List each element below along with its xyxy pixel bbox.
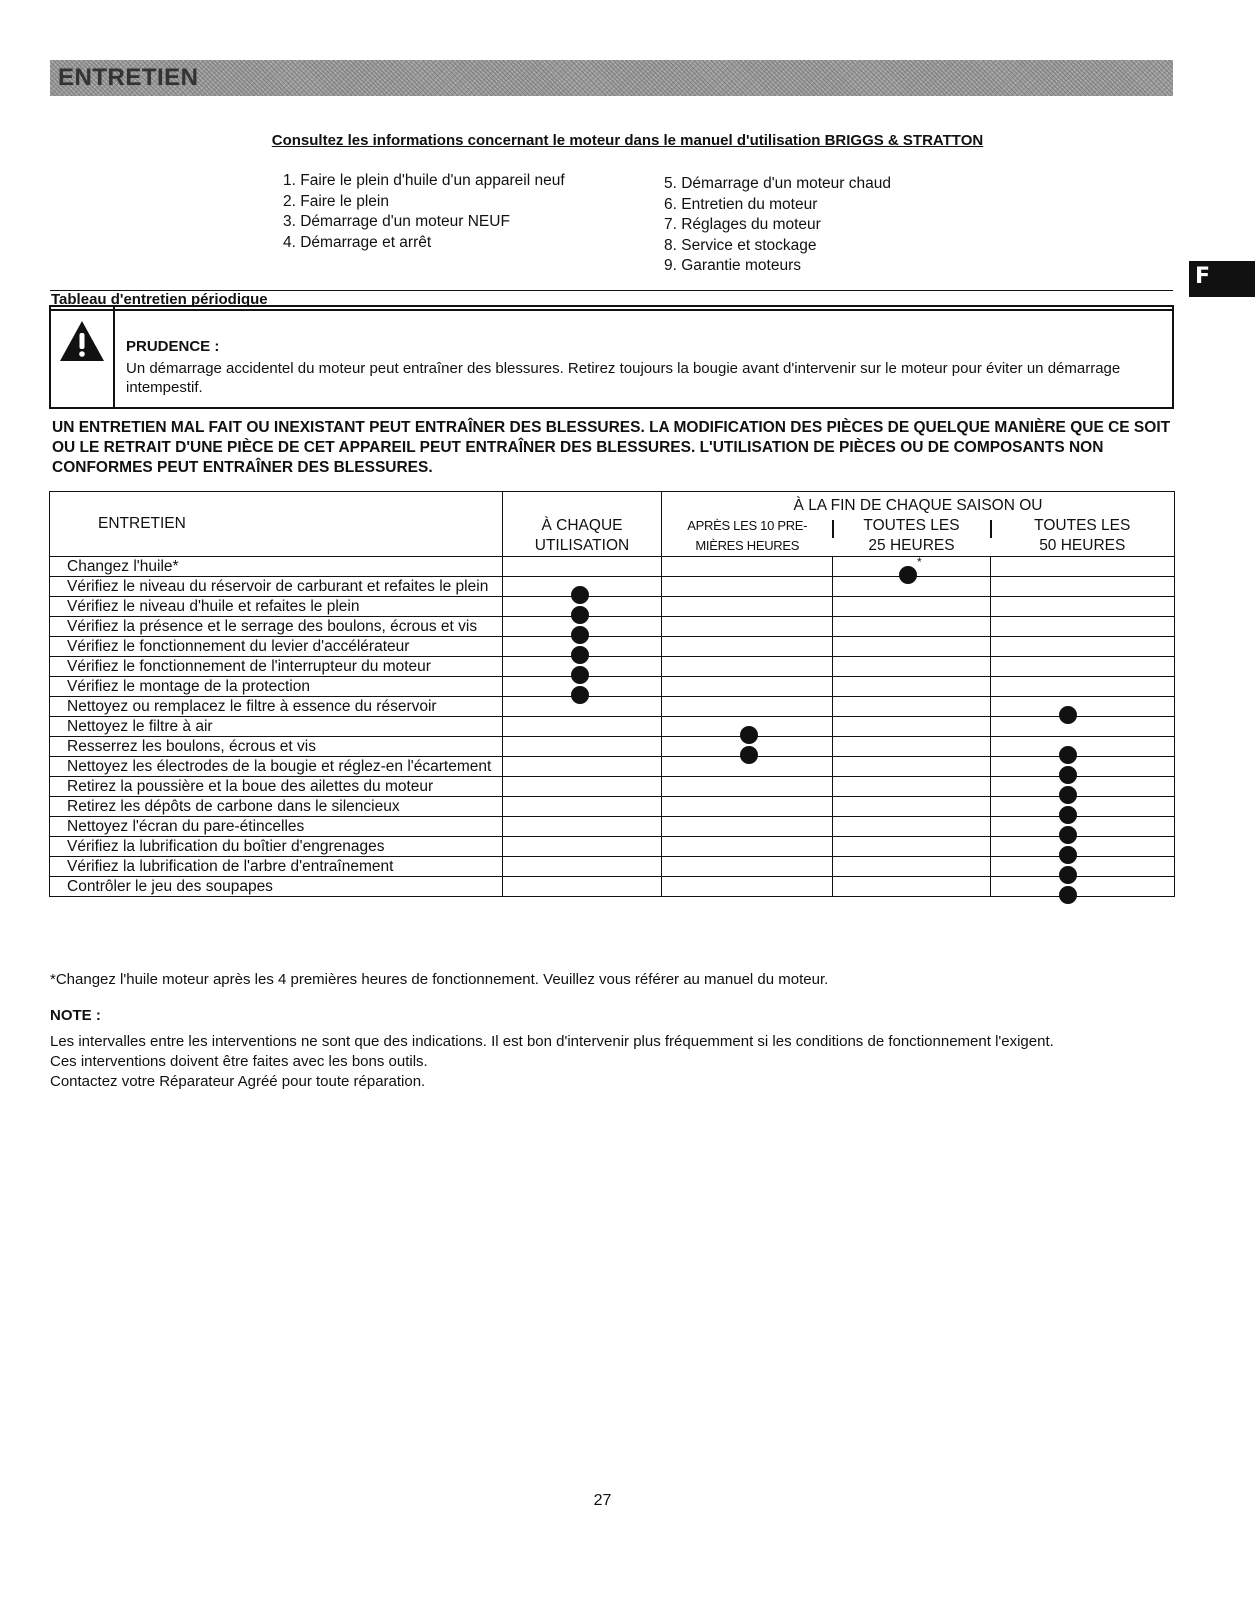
- cell-every-50-hours: [991, 817, 1175, 837]
- cell-each-use: [503, 617, 662, 637]
- task-cell: Vérifiez le niveau d'huile et refaites le plein: [50, 597, 503, 617]
- language-tab: [1189, 261, 1255, 297]
- engine-ref-item: 8. Service et stockage: [664, 236, 817, 254]
- cell-each-use: [503, 557, 662, 577]
- cell-every-50-hours: [991, 577, 1175, 597]
- cell-every-25-hours: [833, 737, 991, 757]
- task-cell: Nettoyez l'écran du pare-étincelles: [50, 817, 503, 837]
- task-cell: Resserrez les boulons, écrous et vis: [50, 737, 503, 757]
- cell-each-use: [503, 577, 662, 597]
- cell-every-25-hours: [833, 557, 991, 577]
- cell-every-50-hours: [991, 657, 1175, 677]
- section-title: Tableau d'entretien périodique: [51, 291, 268, 308]
- cell-first-10-hours: [662, 877, 833, 897]
- header-first-10-hours: [662, 516, 833, 557]
- header-season-group: À LA FIN DE CHAQUE SAISON OU: [662, 492, 1175, 517]
- cell-each-use: [503, 877, 662, 897]
- cell-every-50-hours: [991, 677, 1175, 697]
- table-row: [50, 597, 1175, 617]
- table-row: [50, 637, 1175, 657]
- cell-first-10-hours: [662, 577, 833, 597]
- table-row: [50, 857, 1175, 877]
- cell-first-10-hours: [662, 817, 833, 837]
- cell-every-25-hours: [833, 637, 991, 657]
- header-every-50-hours-label: TOUTES LES 50 HEURES: [1034, 517, 1131, 554]
- table-row: [50, 797, 1175, 817]
- maintenance-table: [49, 491, 1175, 897]
- cell-each-use: [503, 657, 662, 677]
- cell-every-50-hours: [991, 717, 1175, 737]
- cell-every-25-hours: [833, 677, 991, 697]
- cell-every-25-hours: [833, 777, 991, 797]
- cell-first-10-hours: [662, 837, 833, 857]
- cell-first-10-hours: [662, 657, 833, 677]
- note-line: Les intervalles entre les interventions ne sont que des indications. Il est bon d'intervenir plus fréquemment si les conditions de fonctionnement l'exigent.: [50, 1033, 1054, 1050]
- language-tab-label: F: [1195, 264, 1211, 289]
- cell-each-use: [503, 717, 662, 737]
- header-every-25-hours-label: TOUTES LES 25 HEURES: [863, 517, 960, 554]
- cell-every-25-hours: [833, 817, 991, 837]
- table-row: [50, 737, 1175, 757]
- cell-first-10-hours: [662, 597, 833, 617]
- caution-box: [49, 305, 1174, 409]
- task-cell: Retirez la poussière et la boue des ailettes du moteur: [50, 777, 503, 797]
- cell-first-10-hours: [662, 617, 833, 637]
- engine-ref-item: 6. Entretien du moteur: [664, 195, 818, 213]
- cell-every-50-hours: [991, 737, 1175, 757]
- interval-marker-every-50-hours: [1059, 886, 1077, 904]
- cell-first-10-hours: [662, 757, 833, 777]
- table-row: [50, 677, 1175, 697]
- task-cell: Nettoyez les électrodes de la bougie et réglez-en l'écartement: [50, 757, 503, 777]
- cell-each-use: [503, 817, 662, 837]
- cell-every-50-hours: [991, 697, 1175, 717]
- engine-ref-item: 3. Démarrage d'un moteur NEUF: [283, 213, 510, 230]
- task-cell: Vérifiez la lubrification de l'arbre d'entraînement: [50, 857, 503, 877]
- cell-every-50-hours: [991, 877, 1175, 897]
- cell-first-10-hours: [662, 637, 833, 657]
- table-row: [50, 837, 1175, 857]
- engine-ref-item: 1. Faire le plein d'huile d'un appareil neuf: [283, 172, 565, 189]
- oil-footnote: *Changez l'huile moteur après les 4 premières heures de fonctionnement. Veuillez vous référer au manuel du moteur.: [50, 971, 829, 988]
- cell-each-use: [503, 757, 662, 777]
- engine-ref-item: 5. Démarrage d'un moteur chaud: [664, 175, 891, 192]
- engine-ref-item: 9. Garantie moteurs: [664, 257, 801, 274]
- table-row: [50, 697, 1175, 717]
- table-row: [50, 757, 1175, 777]
- cell-each-use: [503, 677, 662, 697]
- header-each-use: À CHAQUE UTILISATION: [503, 492, 662, 557]
- task-cell: Vérifiez le niveau du réservoir de carburant et refaites le plein: [50, 577, 503, 597]
- injury-warning: UN ENTRETIEN MAL FAIT OU INEXISTANT PEUT ENTRAÎNER DES BLESSURES. LA MODIFICATION DES PIÈCES DE QUELQUE MANIÈRE QUE CE SOIT OU LE RETRAIT D'UNE PIÈCE DE CET APPAREIL PEUT ENTRAÎNER DES BLESSURES. L'UTILISATION DE PIÈCES OU DE COMPOSANTS NON CONFORMES PEUT ENTRAÎNER DES BLESSURES.: [52, 419, 1171, 476]
- cell-every-25-hours: [833, 797, 991, 817]
- table-row: [50, 557, 1175, 577]
- note-line: Contactez votre Réparateur Agréé pour toute réparation.: [50, 1073, 426, 1090]
- cell-each-use: [503, 737, 662, 757]
- divider: [50, 290, 1173, 291]
- caution-icon-cell: [51, 307, 115, 407]
- cell-each-use: [503, 597, 662, 617]
- task-cell: Vérifiez le fonctionnement de l'interrupteur du moteur: [50, 657, 503, 677]
- header-every-50-hours: [991, 516, 1175, 557]
- cell-every-25-hours: [833, 617, 991, 637]
- cell-every-50-hours: [991, 797, 1175, 817]
- task-cell: Changez l'huile*: [50, 557, 503, 577]
- task-cell: Vérifiez le fonctionnement du levier d'accélérateur: [50, 637, 503, 657]
- cell-every-25-hours: [833, 597, 991, 617]
- cell-every-25-hours: [833, 757, 991, 777]
- cell-every-25-hours: [833, 837, 991, 857]
- cell-first-10-hours: [662, 557, 833, 577]
- cell-every-50-hours: [991, 597, 1175, 617]
- cell-every-50-hours: [991, 857, 1175, 877]
- task-cell: Vérifiez la présence et le serrage des boulons, écrous et vis: [50, 617, 503, 637]
- note-body: [50, 1032, 1170, 1092]
- cell-each-use: [503, 697, 662, 717]
- cell-each-use: [503, 637, 662, 657]
- header-every-25-hours: [833, 516, 991, 557]
- table-row: [50, 717, 1175, 737]
- engine-ref-list-right: [664, 174, 891, 277]
- engine-ref-item: 4. Démarrage et arrêt: [283, 233, 432, 251]
- cell-first-10-hours: [662, 677, 833, 697]
- table-row: [50, 817, 1175, 837]
- cell-each-use: [503, 837, 662, 857]
- cell-every-25-hours: [833, 577, 991, 597]
- footnote-marker: *: [917, 555, 922, 569]
- cell-every-50-hours: [991, 617, 1175, 637]
- task-cell: Contrôler le jeu des soupapes: [50, 877, 503, 897]
- header-task: ENTRETIEN: [50, 492, 503, 557]
- table-row: [50, 617, 1175, 637]
- cell-first-10-hours: [662, 717, 833, 737]
- task-cell: Vérifiez la lubrification du boîtier d'engrenages: [50, 837, 503, 857]
- cell-every-50-hours: [991, 777, 1175, 797]
- section-header-bar: [50, 60, 1173, 96]
- table-row: [50, 657, 1175, 677]
- page-number: 27: [593, 1492, 612, 1509]
- cell-every-25-hours: [833, 857, 991, 877]
- cell-first-10-hours: [662, 697, 833, 717]
- table-row: [50, 577, 1175, 597]
- cell-every-25-hours: [833, 717, 991, 737]
- cell-first-10-hours: [662, 737, 833, 757]
- note-line: Ces interventions doivent être faites avec les bons outils.: [50, 1053, 428, 1070]
- caution-title: PRUDENCE :: [126, 338, 220, 355]
- engine-manual-reference: Consultez les informations concernant le moteur dans le manuel d'utilisation BRIGGS & STRATTON: [271, 132, 984, 149]
- table-row: [50, 777, 1175, 797]
- engine-ref-item: 2. Faire le plein: [283, 192, 389, 210]
- cell-each-use: [503, 777, 662, 797]
- cell-every-25-hours: [833, 657, 991, 677]
- cell-every-50-hours: [991, 757, 1175, 777]
- cell-every-50-hours: [991, 837, 1175, 857]
- cell-first-10-hours: [662, 777, 833, 797]
- header-first-10-hours-label: APRÈS LES 10 PRE- MIÈRES HEURES: [687, 518, 808, 553]
- table-row: [50, 877, 1175, 897]
- engine-ref-list-left: [283, 171, 565, 253]
- cell-each-use: [503, 797, 662, 817]
- warning-triangle-icon: [58, 319, 106, 363]
- section-header-title: ENTRETIEN: [58, 64, 199, 91]
- cell-each-use: [503, 857, 662, 877]
- task-cell: Vérifiez le montage de la protection: [50, 677, 503, 697]
- cell-every-25-hours: [833, 877, 991, 897]
- caution-text: Un démarrage accidentel du moteur peut entraîner des blessures. Retirez toujours la bougie avant d'intervenir sur le moteur pour éviter un démarrage intempestif.: [126, 360, 1121, 396]
- cell-every-50-hours: [991, 637, 1175, 657]
- cell-every-25-hours: [833, 697, 991, 717]
- cell-first-10-hours: [662, 797, 833, 817]
- cell-first-10-hours: [662, 857, 833, 877]
- task-cell: Retirez les dépôts de carbone dans le silencieux: [50, 797, 503, 817]
- note-title: NOTE :: [50, 1007, 101, 1024]
- task-cell: Nettoyez ou remplacez le filtre à essence du réservoir: [50, 697, 503, 717]
- cell-every-50-hours: [991, 557, 1175, 577]
- task-cell: Nettoyez le filtre à air: [50, 717, 503, 737]
- engine-ref-item: 7. Réglages du moteur: [664, 216, 821, 233]
